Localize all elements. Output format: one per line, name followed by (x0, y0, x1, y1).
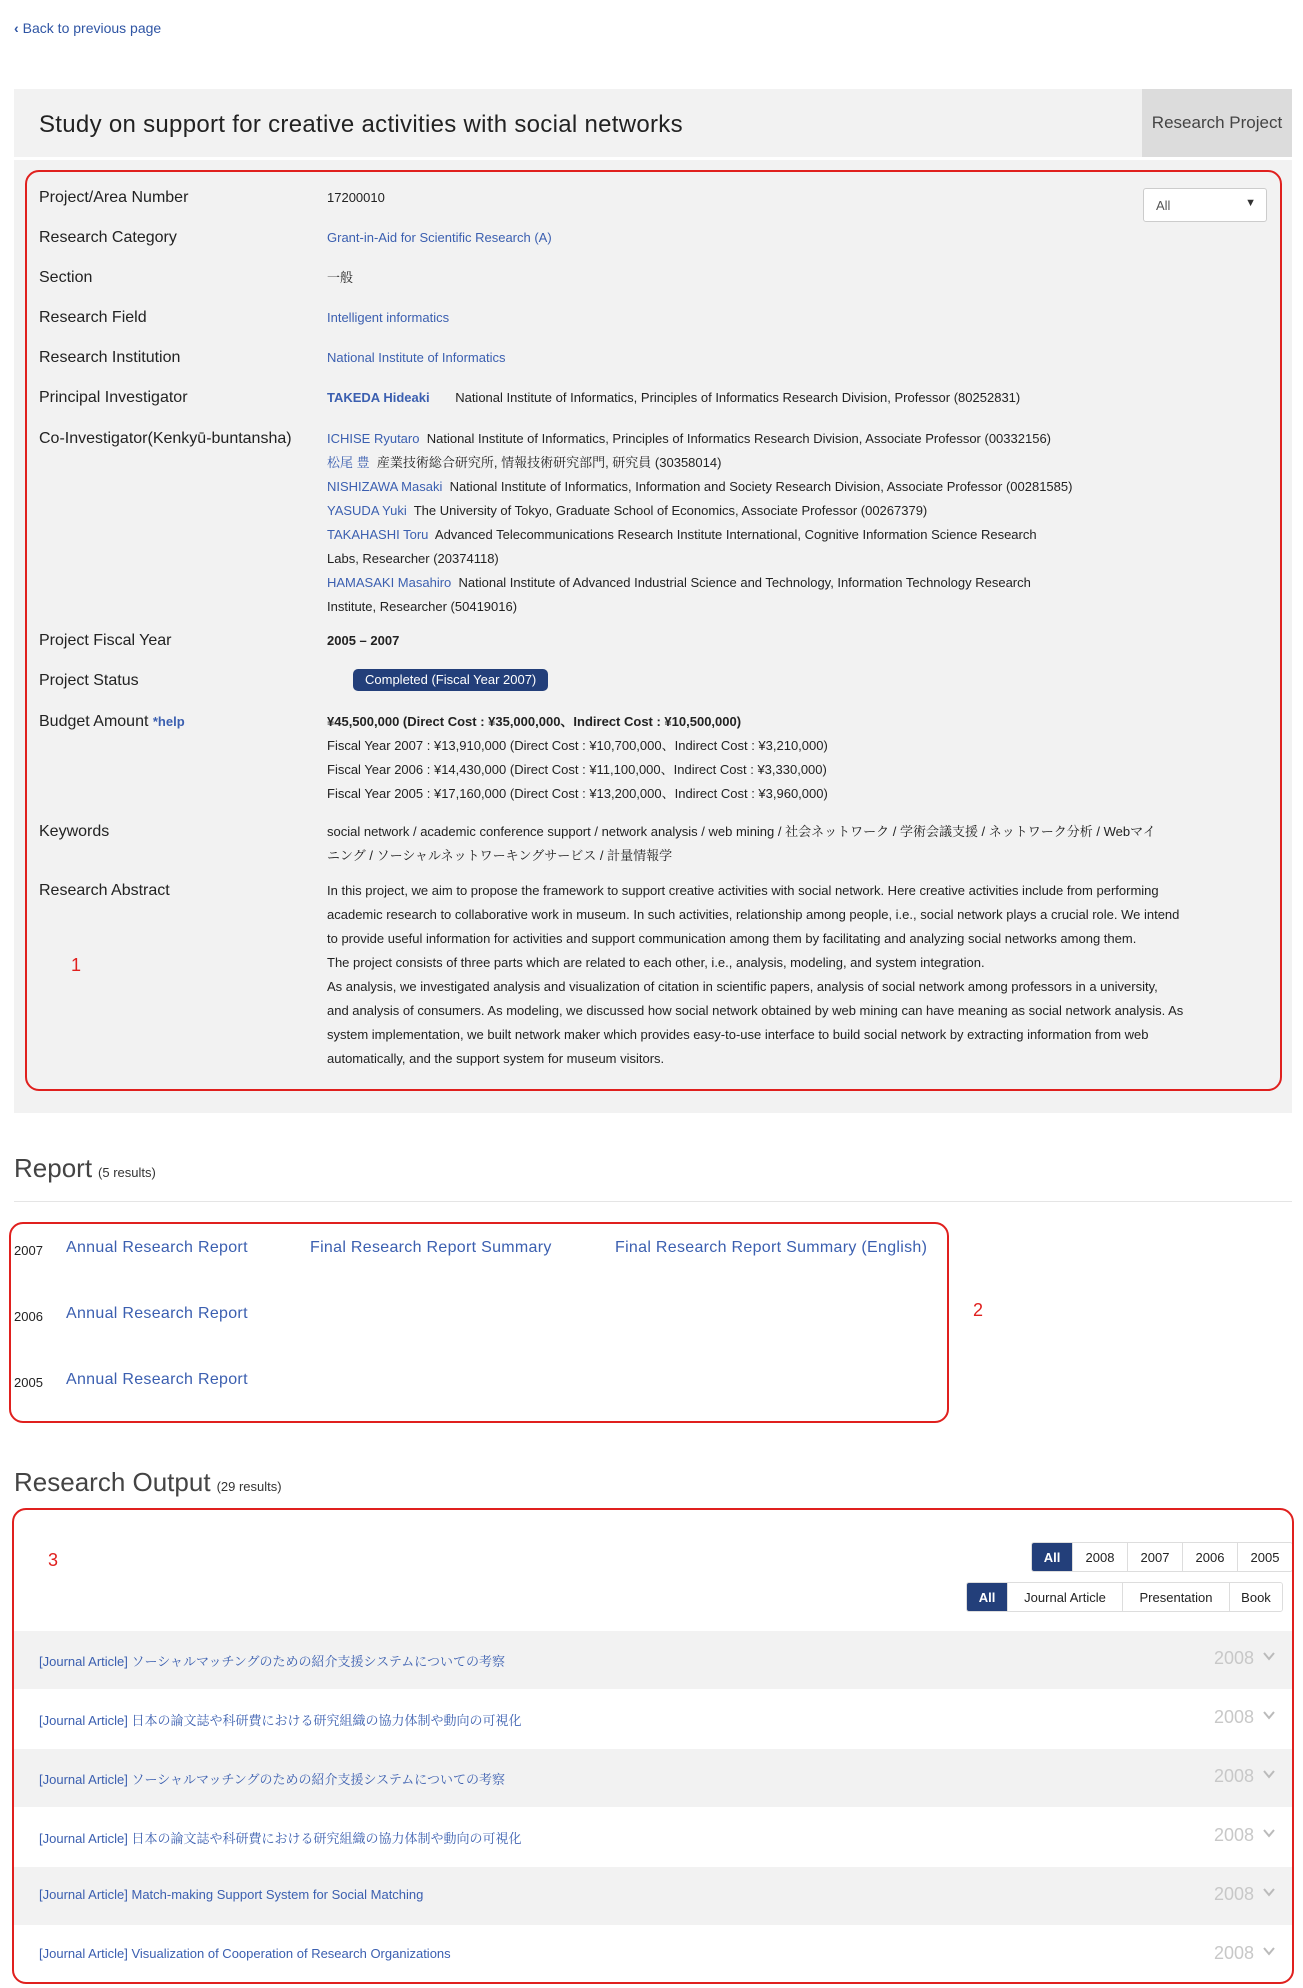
abstract-line: academic research to collaborative work in museum. In such activities, relationship among people, i.e., social network plays a crucial role. We intend (327, 907, 1180, 922)
output-heading (14, 1467, 282, 1498)
year-filter-2005[interactable]: 2005 (1237, 1543, 1292, 1571)
budget-2006: Fiscal Year 2006 : ¥14,430,000 (Direct Cost : ¥11,100,000、Indirect Cost : ¥3,330,000) (327, 762, 827, 777)
output-item-year: 2008 (1213, 1648, 1254, 1668)
value-project-number: 17200010 (327, 190, 385, 205)
abstract-line: The project consists of three parts which are related to each other, i.e., analysis, modeling, and system integration. (327, 955, 985, 970)
value-fiscal-year: 2005 – 2007 (327, 633, 400, 648)
label-research-institution: Research Institution (39, 349, 181, 366)
type-filter-book[interactable]: Book (1229, 1583, 1282, 1611)
link-principal-investigator[interactable]: TAKEDA Hideaki (327, 390, 430, 405)
co-investigator-affiliation-cont: Labs, Researcher (20374118) (327, 551, 499, 566)
link-co-investigator[interactable]: YASUDA Yuki (327, 503, 407, 518)
link-research-institution[interactable]: National Institute of Informatics (327, 350, 506, 365)
label-principal-investigator: Principal Investigator (39, 389, 188, 406)
budget-2005: Fiscal Year 2005 : ¥17,160,000 (Direct Cost : ¥13,200,000、Indirect Cost : ¥3,960,000) (327, 786, 828, 801)
output-item-year: 2008 (1213, 1825, 1254, 1845)
co-investigator-affiliation: 産業技術総合研究所, 情報技術研究部門, 研究員 (30358014) (376, 455, 722, 470)
label-abstract: Research Abstract (39, 882, 170, 899)
type-filter-presentation[interactable]: Presentation (1122, 1583, 1229, 1611)
pi-affiliation: National Institute of Informatics, Principles of Informatics Research Division, Professor (80252831) (455, 390, 1021, 405)
abstract-line: system implementation, we built network maker which provides easy-to-use interface to build social network by extracting information from web (327, 1027, 1149, 1042)
report-link-annual[interactable]: Annual Research Report (66, 1371, 248, 1388)
label-project-status: Project Status (39, 672, 139, 689)
abstract-line: to provide useful information for activities and support communication among them by facilitating and analyzing social networks among them. (327, 931, 1137, 946)
co-investigator-affiliation: The University of Tokyo, Graduate School of Economics, Associate Professor (00267379) (413, 503, 928, 518)
co-investigator-affiliation-cont: Institute, Researcher (50419016) (327, 599, 518, 614)
report-year: 2006 (14, 1309, 43, 1324)
output-item-year: 2008 (1213, 1884, 1254, 1904)
label-fiscal-year: Project Fiscal Year (39, 632, 172, 649)
output-heading-text: Research Output (14, 1467, 211, 1497)
year-filter-all[interactable]: All (1032, 1543, 1072, 1571)
abstract-line: automatically, and the support system for museum visitors. (327, 1051, 665, 1066)
back-link[interactable] (14, 20, 161, 36)
output-item-year: 2008 (1213, 1707, 1254, 1727)
report-year: 2007 (14, 1243, 43, 1258)
link-research-field[interactable]: Intelligent informatics (327, 310, 450, 325)
report-link-annual[interactable]: Annual Research Report (66, 1305, 248, 1322)
output-item-title[interactable]: [Journal Article] Match-making Support System for Social Matching (39, 1887, 424, 1902)
annotation-box-3 (12, 1508, 1294, 1984)
co-investigator-affiliation: National Institute of Advanced Industrial Science and Technology, Information Technology Research (458, 575, 1031, 590)
status-badge: Completed (Fiscal Year 2007) (353, 669, 548, 691)
budget-2007: Fiscal Year 2007 : ¥13,910,000 (Direct Cost : ¥10,700,000、Indirect Cost : ¥3,210,000) (327, 738, 828, 753)
year-filter-2007[interactable]: 2007 (1127, 1543, 1182, 1571)
report-link-final-summary-english[interactable]: Final Research Report Summary (English) (615, 1239, 928, 1256)
label-co-investigator: Co-Investigator(Kenkyū-buntansha) (39, 430, 292, 447)
divider (14, 1201, 1292, 1202)
report-heading-text: Report (14, 1153, 93, 1183)
caret-down-icon: ▼ (1245, 197, 1256, 209)
report-count: (5 results) (98, 1165, 156, 1180)
link-co-investigator[interactable]: 松尾 豊 (327, 455, 370, 470)
annotation-box-2 (9, 1222, 949, 1423)
co-investigator-affiliation: National Institute of Informatics, Principles of Informatics Research Division, Associate Professor (00332156) (426, 431, 1051, 446)
link-co-investigator[interactable]: TAKAHASHI Toru (327, 527, 429, 542)
year-filter-2008[interactable]: 2008 (1072, 1543, 1127, 1571)
label-keywords: Keywords (39, 823, 110, 840)
link-research-category[interactable]: Grant-in-Aid for Scientific Research (A) (327, 230, 552, 245)
label-research-field: Research Field (39, 309, 147, 326)
back-link-label: Back to previous page (22, 20, 162, 36)
value-section: 一般 (327, 270, 354, 285)
label-section: Section (39, 269, 93, 286)
output-item-title[interactable]: [Journal Article] 日本の論文誌や科研費における研究組織の協力体制や動向の可視化 (39, 1713, 522, 1728)
co-investigator-affiliation: Advanced Telecommunications Research Institute International, Cognitive Information Science Research (434, 527, 1037, 542)
abstract-line: As analysis, we investigated analysis and visualization of citation in scientific papers, analysis of social network among professors in a university, (327, 979, 1158, 994)
language-select-value: All (1156, 198, 1171, 213)
budget-total: ¥45,500,000 (Direct Cost : ¥35,000,000、Indirect Cost : ¥10,500,000) (327, 714, 742, 729)
label-research-category: Research Category (39, 229, 177, 246)
link-co-investigator[interactable]: ICHISE Ryutaro (327, 431, 420, 446)
co-investigator-affiliation: National Institute of Informatics, Information and Society Research Division, Associate Professor (00281585) (449, 479, 1073, 494)
abstract-line: and analysis of consumers. As modeling, we discussed how social network obtained by web mining can have meaning as social network analysis. As (327, 1003, 1184, 1018)
label-budget-text: Budget Amount (39, 713, 149, 730)
output-item-title[interactable]: [Journal Article] ソーシャルマッチングのための紹介支援システムについての考察 (39, 1654, 505, 1669)
chevron-left-icon: ‹ (14, 20, 19, 36)
output-item-year: 2008 (1213, 1766, 1254, 1786)
keywords-line: social network / academic conference support / network analysis / web mining / 社会ネットワーク / 学術会議支援 / ネットワーク分析 / Webマイ (327, 824, 1156, 839)
link-co-investigator[interactable]: NISHIZAWA Masaki (327, 479, 443, 494)
year-filter-2006[interactable]: 2006 (1182, 1543, 1237, 1571)
type-filter-all[interactable]: All (967, 1583, 1007, 1611)
report-year: 2005 (14, 1375, 43, 1390)
page-title: Study on support for creative activities with social networks (39, 111, 683, 138)
output-count: (29 results) (216, 1479, 282, 1494)
annotation-label-1: 1 (71, 955, 82, 975)
report-link-final-summary[interactable]: Final Research Report Summary (310, 1239, 552, 1256)
output-item-year: 2008 (1213, 1943, 1254, 1963)
annotation-label-3: 3 (48, 1550, 59, 1570)
research-project-tag: Research Project (1142, 89, 1292, 157)
title-bar (14, 89, 1292, 157)
annotation-box-1 (25, 170, 1282, 1091)
link-co-investigator[interactable]: HAMASAKI Masahiro (327, 575, 452, 590)
output-item-title[interactable]: [Journal Article] Visualization of Cooperation of Research Organizations (39, 1946, 451, 1961)
output-item-title[interactable]: [Journal Article] 日本の論文誌や科研費における研究組織の協力体制や動向の可視化 (39, 1831, 522, 1846)
output-item-title[interactable]: [Journal Article] ソーシャルマッチングのための紹介支援システムについての考察 (39, 1772, 505, 1787)
type-filter-journal-article[interactable]: Journal Article (1007, 1583, 1122, 1611)
keywords-line: ニング / ソーシャルネットワーキングサービス / 計量情報学 (327, 848, 673, 863)
report-heading (14, 1153, 156, 1184)
annotation-label-2: 2 (973, 1300, 984, 1320)
label-project-number: Project/Area Number (39, 189, 189, 206)
report-link-annual[interactable]: Annual Research Report (66, 1239, 248, 1256)
help-link[interactable]: *help (152, 714, 185, 729)
abstract-line: In this project, we aim to propose the framework to support creative activities with social network. Here creative activities include from performing (327, 883, 1159, 898)
